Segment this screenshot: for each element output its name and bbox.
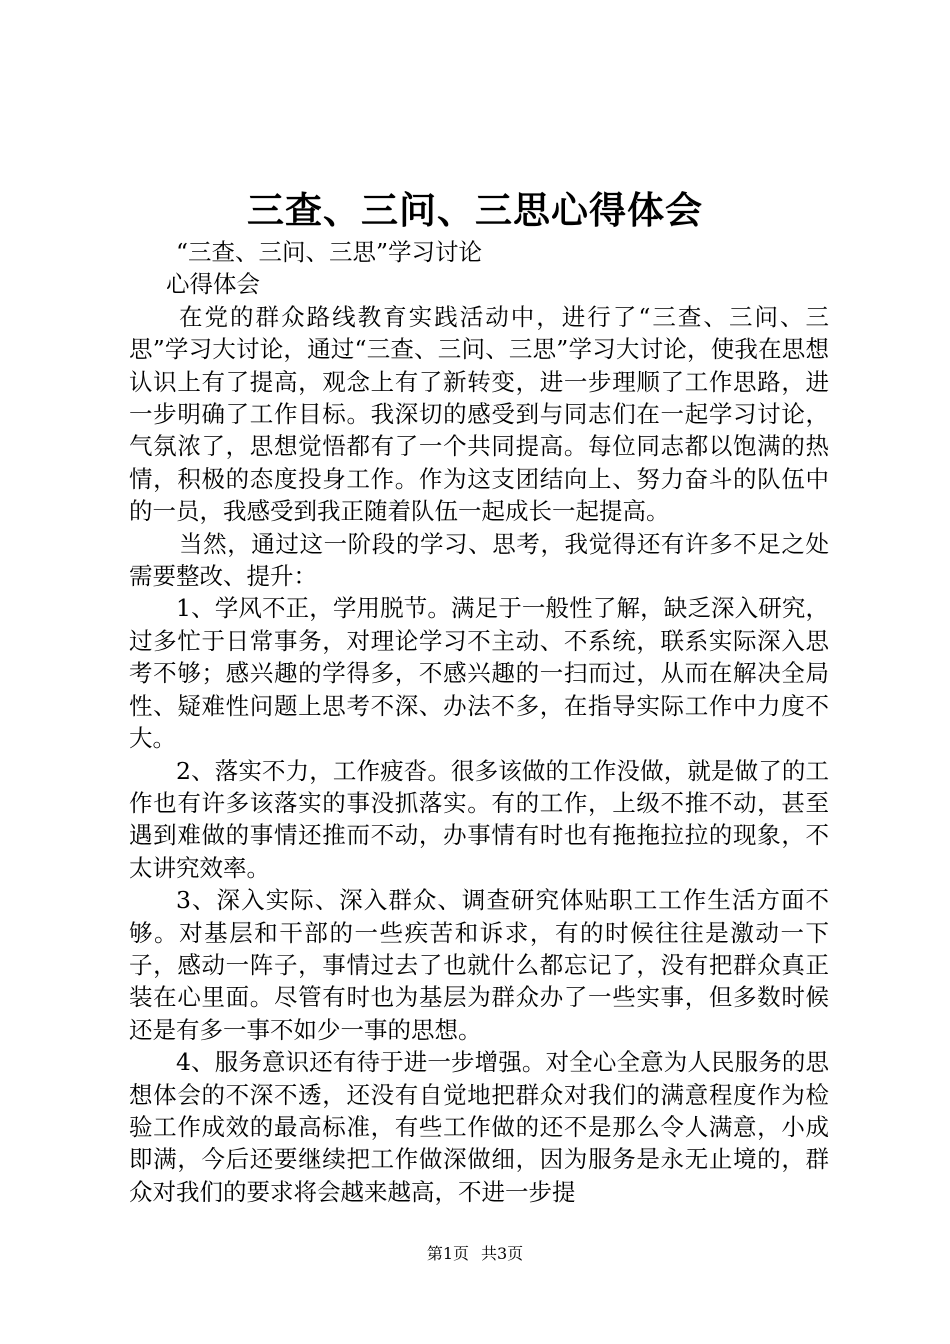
paragraph-item-1: 1、学风不正，学用脱节。满足于一般性了解，缺乏深入研究，过多忙于日常事务，对理论学习不主动、不系统，联系实际深入思考不够；感兴趣的学得多，不感兴趣的一扫而过，从而在解决全局性、疑难性问题上思考不深、办法不多，在指导实际工作中力度不大。 — [129, 594, 829, 753]
page-number: 第1页 — [426, 1244, 469, 1263]
page-total: 共3页 — [481, 1244, 524, 1263]
paragraph-item-3: 3、深入实际、深入群众、调查研究体贴职工工作生活方面不够。对基层和干部的一些疾苦和诉求，有的时候往往是激动一下子，感动一阵子，事情过去了也就什么都忘记了，没有把群众真正装在心里面。尽管有时也为基层为群众办了一些实事，但多数时候还是有多一事不如少一事的思想。 — [129, 886, 829, 1044]
subtitle-line-1: “三查、三问、三思”学习讨论 — [176, 238, 483, 266]
paragraph-intro: 在党的群众路线教育实践活动中，进行了“三查、三问、三思”学习大讨论，通过“三查、三问、三思”学习大讨论，使我在思想认识上有了提高，观念上有了新转变，进一步理顺了工作思路，进一步明确了工作目标。我深切的感受到与同志们在一起学习讨论，气氛浓了，思想觉悟都有了一个共同提高。每位同志都以饱满的热情，积极的态度投身工作。作为这支团结向上、努力奋斗的队伍中的一员，我感受到我正随着队伍一起成长一起提高。 — [129, 302, 829, 526]
subtitle-line-2: 心得体会 — [166, 270, 260, 299]
document-body — [129, 236, 829, 1208]
paragraph-item-4: 4、服务意识还有待于进一步增强。对全心全意为人民服务的思想体会的不深不透，还没有自觉地把群众对我们的满意程度作为检验工作成效的最高标准，有些工作做的还不是那么令人满意，小成即满，今后还要继续把工作做深做细，因为服务是永无止境的，群众对我们的要求将会越来越高，不进一步提 — [129, 1048, 829, 1206]
page-title: 三查、三问、三思心得体会 — [247, 188, 703, 232]
paragraph-shortcomings: 当然，通过这一阶段的学习、思考，我觉得还有许多不足之处需要整改、提升： — [129, 529, 829, 591]
paragraph-item-2: 2、落实不力，工作疲沓。很多该做的工作没做，就是做了的工作也有许多该落实的事没抓落实。有的工作，上级不推不动，甚至遇到难做的事情还推而不动，办事情有时也有拖拖拉拉的现象，不太讲究效率。 — [129, 756, 829, 882]
page-footer — [0, 1244, 950, 1264]
